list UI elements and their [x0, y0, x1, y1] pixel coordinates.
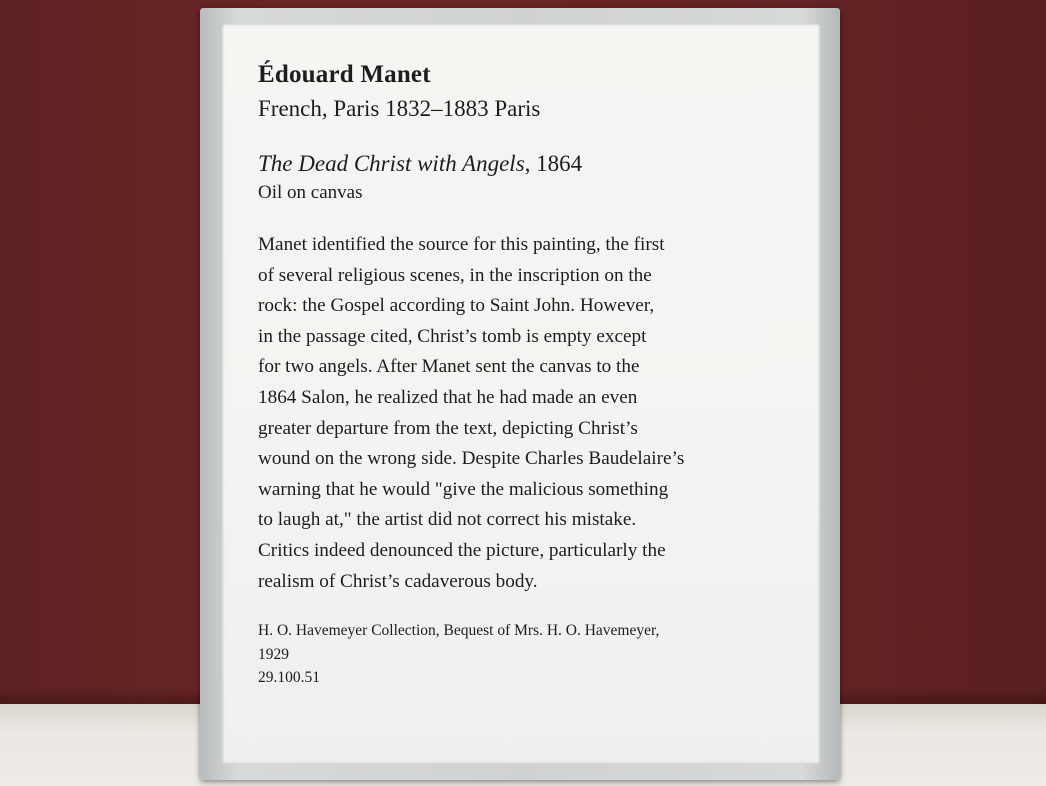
credit-year: 1929: [258, 645, 289, 663]
accession-number: 29.100.51: [258, 669, 320, 687]
artist-info: French, Paris 1832–1883 Paris: [258, 96, 541, 121]
description-line: rock: the Gospel according to Saint John. However,: [258, 295, 655, 317]
description-line: in the passage cited, Christ’s tomb is empty except: [258, 325, 647, 347]
artist-name: Édouard Manet: [258, 61, 431, 88]
description-line: for two angels. After Manet sent the canvas to the: [258, 356, 640, 378]
description-line: wound on the wrong side. Despite Charles Baudelaire’s: [258, 448, 685, 470]
title-separator: ,: [524, 151, 537, 176]
artwork-medium: Oil on canvas: [258, 182, 363, 203]
description-line: realism of Christ’s cadaverous body.: [258, 570, 538, 592]
description-line: Critics indeed denounced the picture, particularly the: [258, 539, 666, 561]
artwork-year: 1864: [536, 151, 583, 176]
description-line: 1864 Salon, he realized that he had made an even: [258, 386, 638, 408]
credit-line: [258, 619, 798, 690]
credit-text: H. O. Havemeyer Collection, Bequest of Mrs. H. O. Havemeyer,: [258, 622, 660, 640]
label-text: [258, 60, 798, 690]
description-line: to laugh at," the artist did not correct his mistake.: [258, 509, 637, 531]
description-line: of several religious scenes, in the inscription on the: [258, 264, 652, 286]
description-line: warning that he would "give the malicious something: [258, 478, 669, 500]
artwork-title: The Dead Christ with Angels: [258, 151, 525, 176]
artwork-title-line: [258, 150, 798, 178]
description: [258, 230, 798, 597]
description-line: Manet identified the source for this painting, the first: [258, 234, 665, 255]
description-line: greater departure from the text, depicting Christ’s: [258, 417, 638, 439]
